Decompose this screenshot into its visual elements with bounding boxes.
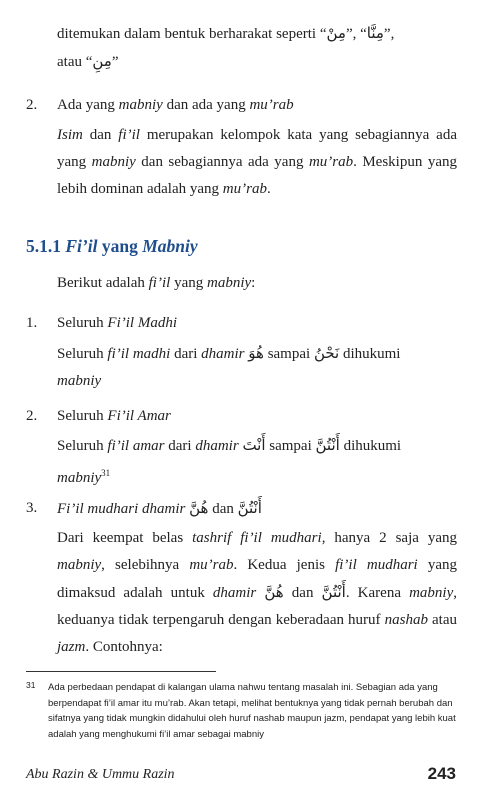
footnote-text: Ada perbedaan pendapat di kalangan ulama nahwu tentang masalah ini. Sebagian ada yang berpendapat fi’il amar itu mu’rab. Akan tetapi, melihat bentuknya yang tidak pernah berubah dan sifatnya yang tidak mungkin didahului oleh huruf nashab maupun jazm, pendapat yang lebih kuat adalah yang menghukumi fi’il amar sebagai mabniy (48, 682, 456, 740)
italic-term: mabniy (409, 585, 454, 601)
arabic-word: نَحْنُ (313, 344, 340, 362)
text-run: . (266, 181, 271, 197)
text-run: dan sebagiannya ada yang (135, 154, 309, 170)
arabic-word: هُوَ (248, 344, 264, 362)
italic-term: mabniy (91, 154, 136, 170)
text-run: , hanya 2 saja yang (321, 530, 458, 546)
italic-term: nashab (384, 612, 428, 628)
italic-term: mu’rab (249, 97, 294, 113)
italic-term: mabniy (57, 470, 102, 486)
text-run: . Meskipun yang lebih dominan adalah yang (57, 154, 457, 197)
list-number: 3. (26, 500, 38, 516)
text-run: dan (208, 501, 238, 517)
list-item-title (57, 92, 457, 119)
arabic-word: هُنَّ (264, 583, 284, 601)
text-run: . Contohnya: (85, 639, 163, 655)
list-item-paragraph (57, 525, 457, 661)
text-run: . Karena (345, 585, 410, 601)
text-run: Seluruh (57, 346, 108, 362)
arabic-word: أَنْتُنَّ (315, 436, 340, 454)
text-run: Dari keempat belas (57, 530, 193, 546)
italic-term: mu’rab (189, 557, 234, 573)
intro-paragraph (57, 270, 457, 297)
italic-term: mu’rab (308, 154, 354, 170)
arabic-word: مِنَّا (366, 24, 384, 42)
footnote-divider (26, 671, 216, 672)
text-run: dihukumi (339, 438, 402, 454)
text-run: . Kedua jenis (233, 557, 336, 573)
heading-italic: Mabniy (142, 236, 198, 256)
list-item-title (57, 403, 457, 430)
italic-term: mabniy (206, 275, 252, 291)
arabic-word: أَنْتُنَّ (237, 499, 262, 517)
footnote-reference[interactable]: 31 (101, 468, 111, 478)
text-run: merupakan kelompok kata yang sebagiannya ada yang (57, 127, 457, 170)
italic-term: fi’il (148, 275, 171, 291)
text-run: dan (283, 585, 322, 601)
italic-term: Isim (57, 127, 83, 143)
text-run: , keduanya tidak terpengaruh dengan keberadaan huruf (57, 585, 457, 628)
text-run: , selebihnya (101, 557, 190, 573)
list-number: 1. (26, 315, 38, 331)
text-run: sampai (263, 346, 314, 362)
arabic-word: مِنِ (92, 52, 112, 70)
text-run: dan (82, 127, 119, 143)
text-run: yang dimaksud adalah untuk (57, 557, 457, 601)
italic-term: mabniy (57, 557, 102, 573)
italic-term: dhamir (212, 585, 257, 601)
text-run: dihukumi (339, 346, 401, 362)
text-run: Seluruh (57, 408, 108, 424)
text-run: sampai (265, 438, 316, 454)
italic-term: Fi’il Amar (107, 408, 171, 424)
italic-term: mabniy (118, 97, 163, 113)
italic-term: fi’il madhi (107, 346, 171, 362)
explanation-paragraph (57, 122, 457, 203)
text-run: ”, “ (345, 26, 367, 42)
italic-term: mabniy (57, 373, 102, 389)
arabic-word: أَنْتَ (242, 436, 266, 454)
text-run: Ada yang (57, 97, 119, 113)
list-item-title (57, 310, 457, 337)
section-heading (26, 236, 198, 257)
italic-term: fi’il amar (107, 438, 165, 454)
list-item-paragraph (57, 432, 457, 492)
list-number: 2. (26, 408, 38, 424)
italic-term: tashrif fi’il mudhari (192, 530, 322, 546)
arabic-word: أَنْتُنَّ (321, 583, 346, 601)
list-item-paragraph (57, 340, 457, 395)
text-run: atau “ (57, 54, 93, 70)
text-run: ” (111, 54, 119, 70)
text-run: dan ada yang (162, 97, 250, 113)
text-run: ditemukan dalam bentuk berharakat seperti “ (57, 26, 327, 42)
text-run: Seluruh (57, 315, 108, 331)
italic-term: dhamir (195, 438, 239, 454)
text-run: dari (170, 346, 202, 362)
italic-term: Fi’il Madhi (107, 315, 177, 331)
text-run: : (251, 275, 256, 291)
heading-italic: Fi’il (65, 236, 98, 256)
text-run: Seluruh (57, 438, 108, 454)
italic-term: Fi’il mudhari dhamir (57, 501, 186, 517)
heading-text: yang (97, 236, 143, 256)
text-run: dari (164, 438, 196, 454)
italic-term: fi’il mudhari (335, 557, 418, 573)
italic-term: dhamir (201, 346, 245, 362)
text-run: ”, (383, 26, 395, 42)
text-run: atau (427, 612, 458, 628)
italic-term: jazm (57, 639, 86, 655)
footnote-number: 31 (26, 680, 36, 690)
text-run: Berikut adalah (57, 275, 149, 291)
continuation-paragraph (57, 20, 457, 76)
list-number: 2. (26, 97, 38, 113)
heading-number: 5.1.1 (26, 236, 66, 256)
text-run: yang (170, 275, 207, 291)
page-number: 243 (427, 764, 456, 783)
arabic-word: مِنْ (326, 24, 346, 42)
italic-term: fi’il (118, 127, 140, 143)
italic-term: mu’rab (222, 181, 267, 197)
list-item-title (57, 495, 457, 523)
footer-author: Abu Razin & Ummu Razin (26, 767, 175, 782)
arabic-word: هُنَّ (189, 499, 209, 517)
